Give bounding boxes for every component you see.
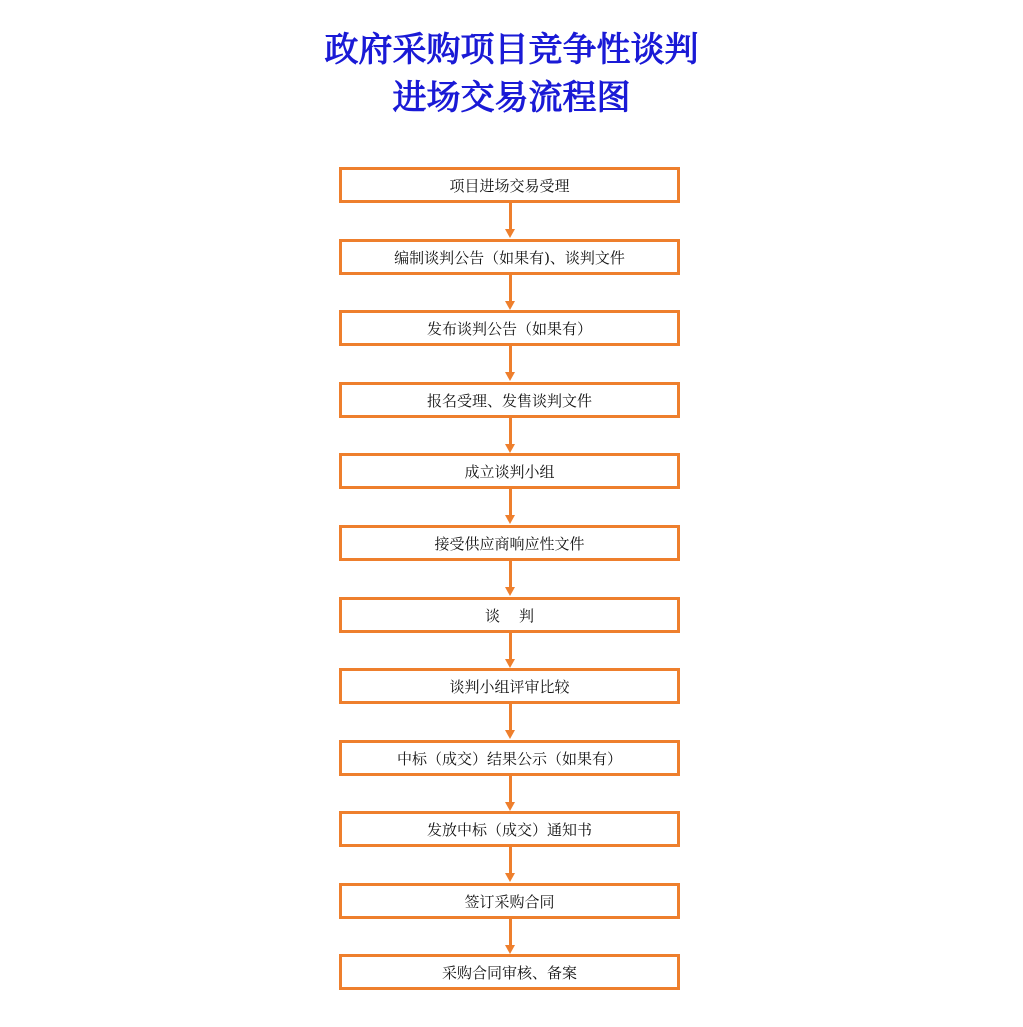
diagram-title-line-1: 政府采购项目竞争性谈判 [324,30,699,70]
arrow-down-icon [505,802,515,811]
step-9-box: 中标（成交）结果公示（如果有） [339,740,680,776]
connector-8-9 [509,704,512,731]
connector-2-3 [509,275,512,302]
arrow-down-icon [505,229,515,238]
arrow-down-icon [505,587,515,596]
arrow-down-icon [505,515,515,524]
step-7-box: 谈 判 [339,597,680,633]
step-3-box: 发布谈判公告（如果有） [339,310,680,346]
arrow-down-icon [505,945,515,954]
connector-6-7 [509,561,512,588]
diagram-title-line-2: 进场交易流程图 [392,78,631,118]
connector-4-5 [509,418,512,445]
arrow-down-icon [505,372,515,381]
connector-3-4 [509,346,512,373]
arrow-down-icon [505,444,515,453]
step-11-box: 签订采购合同 [339,883,680,919]
step-4-box: 报名受理、发售谈判文件 [339,382,680,418]
connector-9-10 [509,776,512,803]
arrow-down-icon [505,730,515,739]
step-10-box: 发放中标（成交）通知书 [339,811,680,847]
connector-10-11 [509,847,512,874]
connector-1-2 [509,203,512,230]
step-8-box: 谈判小组评审比较 [339,668,680,704]
connector-7-8 [509,633,512,660]
arrow-down-icon [505,301,515,310]
step-6-box: 接受供应商响应性文件 [339,525,680,561]
step-12-box: 采购合同审核、备案 [339,954,680,990]
arrow-down-icon [505,659,515,668]
connector-11-12 [509,919,512,946]
step-1-box: 项目进场交易受理 [339,167,680,203]
arrow-down-icon [505,873,515,882]
step-5-box: 成立谈判小组 [339,453,680,489]
step-2-box: 编制谈判公告（如果有)、谈判文件 [339,239,680,275]
connector-5-6 [509,489,512,516]
